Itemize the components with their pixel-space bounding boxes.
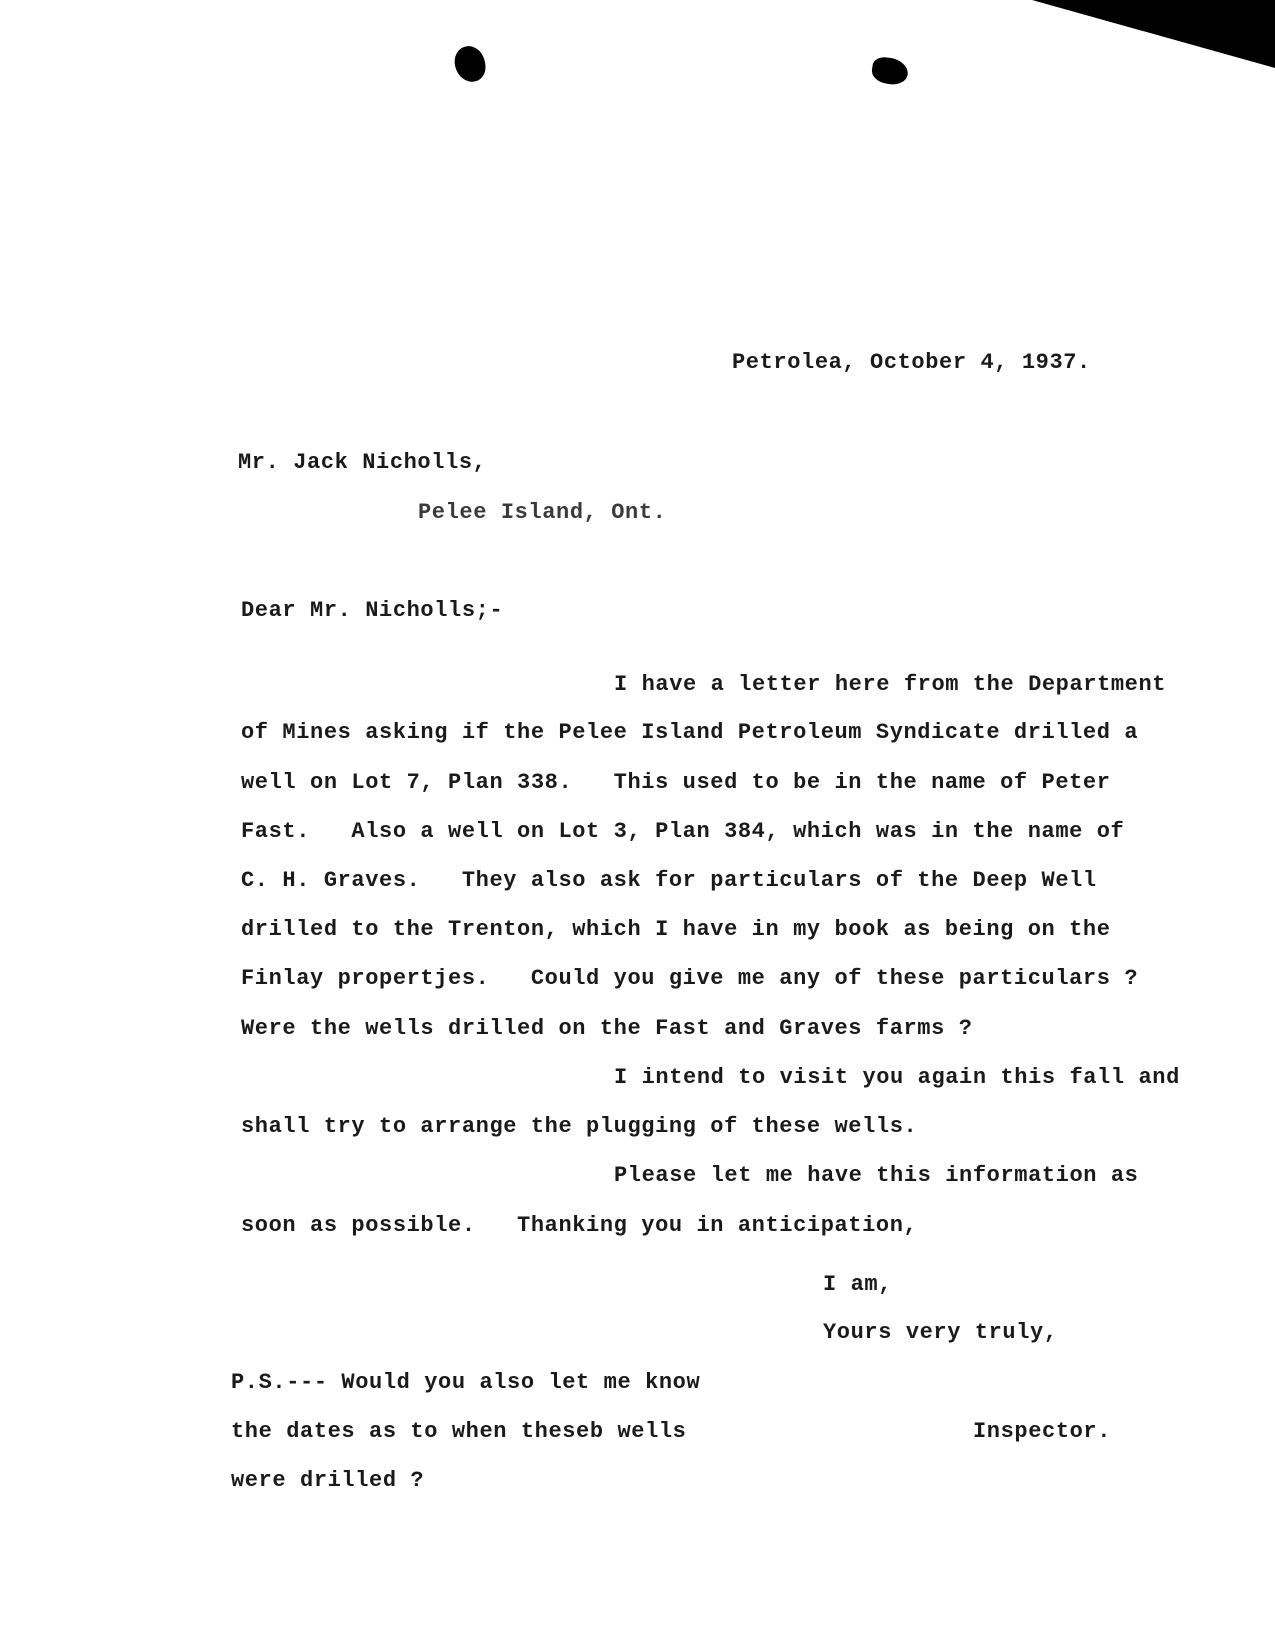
closing-i-am: I am, xyxy=(823,1272,893,1297)
body-line: shall try to arrange the plugging of these wells. xyxy=(241,1114,918,1139)
recipient-address: Pelee Island, Ont. xyxy=(418,500,667,525)
body-line: drilled to the Trenton, which I have in my book as being on the xyxy=(241,917,1111,942)
signatory-title: Inspector. xyxy=(973,1419,1112,1444)
recipient-name: Mr. Jack Nicholls, xyxy=(238,450,487,475)
body-line: soon as possible. Thanking you in anticipation, xyxy=(241,1213,918,1238)
postscript-line: the dates as to when theseb wells xyxy=(231,1419,687,1444)
body-line: Finlay propertjes. Could you give me any of these particulars ? xyxy=(241,966,1139,991)
closing-yours-truly: Yours very truly, xyxy=(823,1320,1058,1345)
postscript-line: P.S.--- Would you also let me know xyxy=(231,1370,701,1395)
body-line: well on Lot 7, Plan 338. This used to be in the name of Peter xyxy=(241,770,1111,795)
page-corner-edge xyxy=(0,0,1275,80)
body-line: I have a letter here from the Department xyxy=(614,672,1167,697)
body-line: Were the wells drilled on the Fast and Graves farms ? xyxy=(241,1016,973,1041)
body-line: Fast. Also a well on Lot 3, Plan 384, which was in the name of xyxy=(241,819,1125,844)
dateline: Petrolea, October 4, 1937. xyxy=(732,350,1091,375)
body-line: C. H. Graves. They also ask for particulars of the Deep Well xyxy=(241,868,1097,893)
body-line: Please let me have this information as xyxy=(614,1163,1139,1188)
body-line: I intend to visit you again this fall and xyxy=(614,1065,1180,1090)
salutation: Dear Mr. Nicholls;- xyxy=(241,598,504,623)
body-line: of Mines asking if the Pelee Island Petroleum Syndicate drilled a xyxy=(241,720,1139,745)
postscript-line: were drilled ? xyxy=(231,1468,425,1493)
